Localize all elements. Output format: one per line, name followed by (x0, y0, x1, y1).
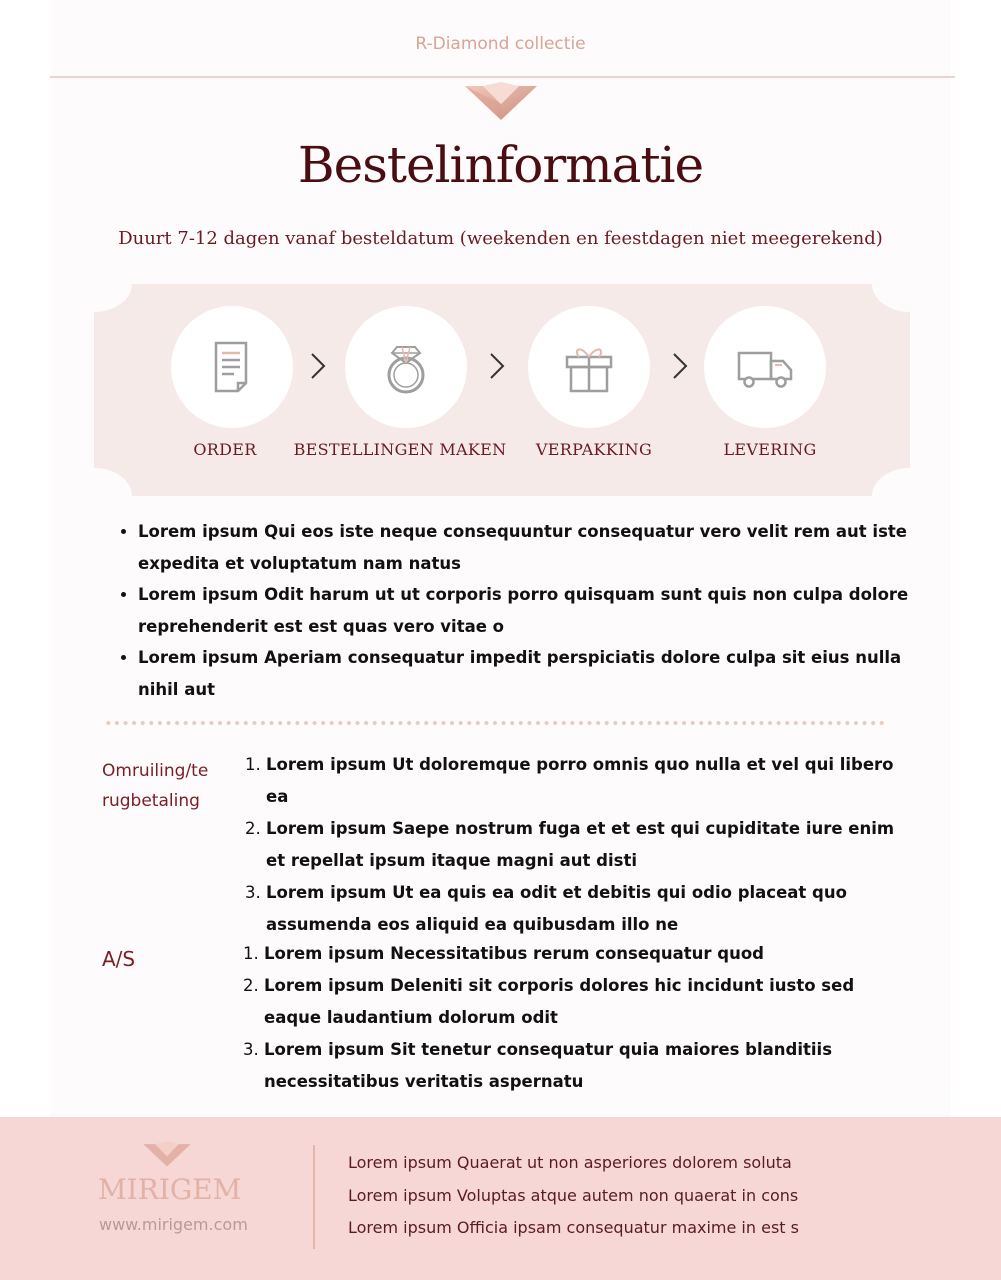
website-link[interactable]: www.mirigem.com (99, 1215, 248, 1234)
chevron-right-icon (308, 350, 328, 382)
step-label-packaging: VERPAKKING (535, 440, 653, 459)
list-item: 2. Lorem ipsum Saepe nostrum fuga et et est qui cupiditate iure enim et repellat ipsum itaque magni aut disti (266, 813, 906, 877)
info-bullet-list (112, 516, 928, 705)
dotted-divider (104, 720, 886, 726)
list-item: • Lorem ipsum Odit harum ut ut corporis porro quisquam sunt quis non culpa dolore reprehenderit est est quas vero vitae o (138, 579, 928, 642)
step-label-make: BESTELLINGEN MAKEN (293, 440, 507, 459)
footer (0, 1117, 1001, 1280)
step-packaging-circle (528, 306, 650, 428)
list-item: 1. Lorem ipsum Ut doloremque porro omnis quo nulla et vel qui libero ea (266, 749, 906, 813)
page-subtitle: Duurt 7-12 dagen vanaf besteldatum (weekenden en feestdagen niet meegerekend) (118, 228, 883, 249)
list-item: • Lorem ipsum Aperiam consequatur impedit perspiciatis dolore culpa sit eius nulla nihil aut (138, 642, 928, 705)
list-item: 3. Lorem ipsum Ut ea quis ea odit et debitis qui odio placeat quo assumenda eos aliquid ea quibusdam illo ne (266, 877, 906, 941)
footer-line: Lorem ipsum Voluptas atque autem non quaerat in cons (348, 1185, 799, 1205)
step-label-delivery: LEVERING (723, 440, 817, 459)
collection-label: R-Diamond collectie (415, 34, 586, 54)
list-item: • Lorem ipsum Qui eos iste neque consequuntur consequatur vero velit rem aut iste expedita et voluptatum nam natus (138, 516, 928, 579)
step-order-circle (171, 306, 293, 428)
page-title: Bestelinformatie (297, 136, 704, 194)
step-make-circle (345, 306, 467, 428)
step-delivery-circle (704, 306, 826, 428)
diamond-logo-icon (142, 1139, 192, 1169)
gift-box-icon (559, 337, 619, 397)
diamond-logo-icon (463, 80, 539, 122)
footer-line: Lorem ipsum Officia ipsam consequatur maxime in est s (348, 1218, 799, 1237)
header-divider (50, 76, 955, 78)
chevron-right-icon (487, 350, 507, 382)
order-steps-band (94, 284, 910, 496)
footer-line: Lorem ipsum Quaerat ut non asperiores dolorem soluta (348, 1153, 792, 1172)
footer-divider (313, 1145, 315, 1249)
step-label-order: ORDER (193, 440, 257, 459)
list-item: 3. Lorem ipsum Sit tenetur consequatur quia maiores blanditiis necessitatibus veritatis aspernatu (264, 1034, 904, 1098)
section-label-as: A/S (102, 947, 136, 971)
section-label-returns: Omruiling/terugbetaling (102, 761, 209, 811)
brand-name: MIRIGEM (98, 1173, 242, 1206)
chevron-right-icon (670, 350, 690, 382)
diamond-ring-icon (376, 337, 436, 397)
delivery-truck-icon (735, 337, 795, 397)
footer-text (348, 1147, 968, 1245)
list-item: 2. Lorem ipsum Deleniti sit corporis dolores hic incidunt iusto sed eaque laudantium dolorum odit (264, 970, 904, 1034)
order-document-icon (202, 337, 262, 397)
returns-list (246, 749, 906, 941)
list-item: 1. Lorem ipsum Necessitatibus rerum consequatur quod (264, 938, 904, 970)
as-list (244, 938, 904, 1098)
